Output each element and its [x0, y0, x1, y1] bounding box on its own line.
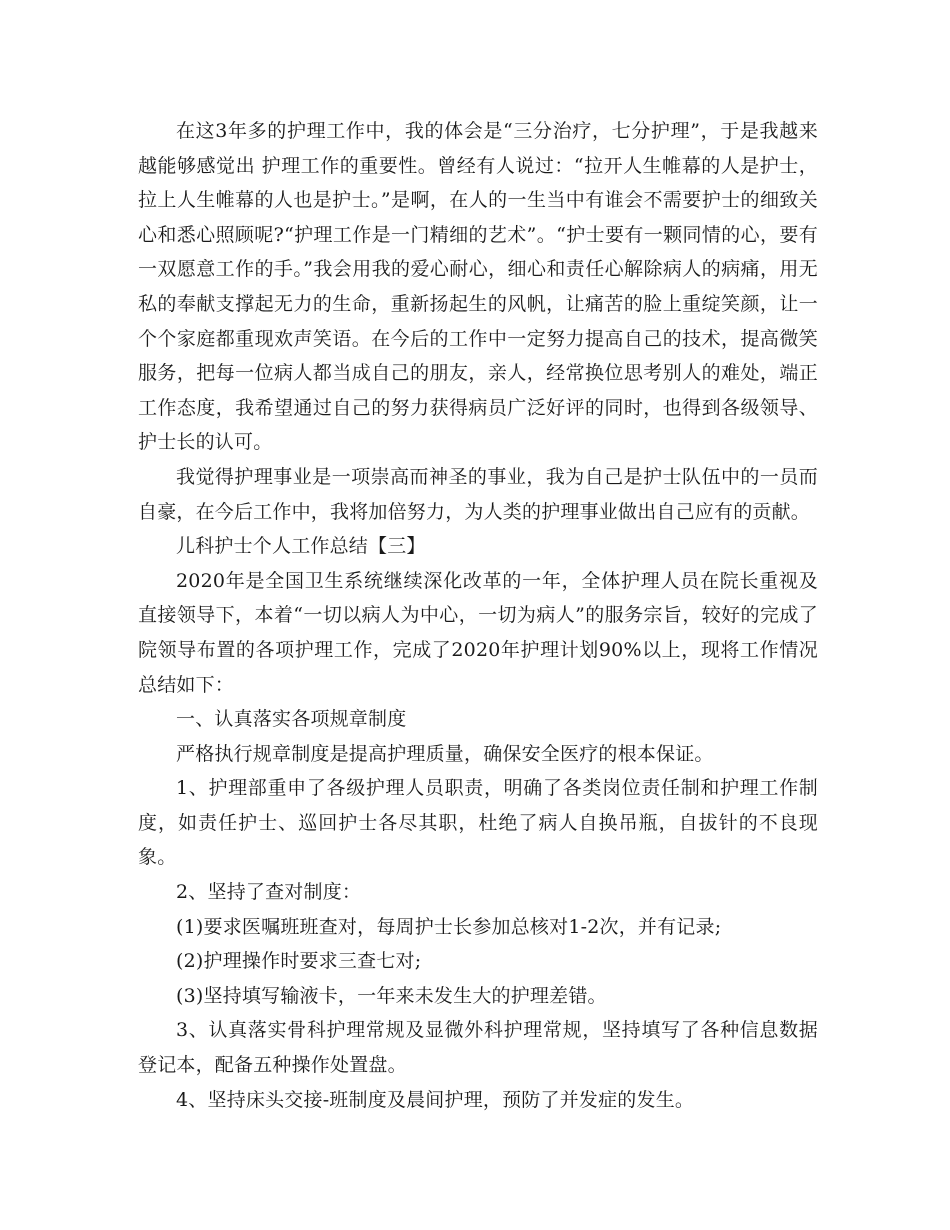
subheading-rules: 一、认真落实各项规章制度	[176, 708, 407, 731]
paragraph-2020-overview: 2020年是全国卫生系统继续深化改革的一年，全体护理人员在院长重视及直接领导下，本着“一切以病人为中心，一切为病人”的服务宗旨，较好的完成了院领导布置的各项护理工作，完成了2020年护理计划90%以上，现将工作情况总结如下：	[138, 569, 818, 696]
list-item-4: 4、坚持床头交接-班制度及晨间护理，预防了并发症的发生。	[176, 1088, 695, 1111]
list-item-3: 3、认真落实骨科护理常规及显微外科护理常规，坚持填写了各种信息数据登记本，配备五种操作处置盘。	[138, 1019, 818, 1077]
sub-item-3: (3)坚持填写输液卡，一年来未发生大的护理差错。	[176, 984, 607, 1007]
list-item-1: 1、护理部重申了各级护理人员职责，明确了各类岗位责任制和护理工作制度，如责任护士、巡回护士各尽其职，杜绝了病人自换吊瓶，自拔针的不良现象。	[138, 777, 818, 869]
paragraph-experience: 在这3年多的护理工作中，我的体会是“三分治疗，七分护理”，于是我越来越能够感觉出 护理工作的重要性。曾经有人说过：“拉开人生帷幕的人是护士，拉上人生帷幕的人也是护士。”是啊，在人的一生当中有谁会不需要护士的细致关心和悉心照顾呢?“护理工作是一门精细的艺术”。“护士要有一颗同情的心，要有一双愿意工作的手。”我会用我的爱心耐心，细心和责任心解除病人的病痛，用无私的奉献支撑起无力的生命，重新扬起生的风帆，让痛苦的脸上重绽笑颜，让一个个家庭都重现欢声笑语。在今后的工作中一定努力提高自己的技术，提高微笑服务，把每一位病人都当成自己的朋友，亲人，经常换位思考别人的难处，端正工作态度，我希望通过自己的努力获得病员广泛好评的同时，也得到各级领导、护士长的认可。	[138, 120, 818, 454]
sub-item-2: (2)护理操作时要求三查七对;	[176, 950, 422, 973]
document-page	[138, 114, 818, 1117]
list-item-2: 2、坚持了查对制度：	[176, 881, 362, 904]
paragraph-rules-importance: 严格执行规章制度是提高护理质量，确保安全医疗的根本保证。	[176, 742, 714, 765]
sub-item-1: (1)要求医嘱班班查对，每周护士长参加总核对1-2次，并有记录;	[176, 915, 722, 938]
paragraph-career-commitment: 我觉得护理事业是一项崇高而神圣的事业，我为自己是护士队伍中的一员而自豪，在今后工作中，我将加倍努力，为人类的护理事业做出自己应有的贡献。	[138, 465, 818, 523]
section-heading-summary-three: 儿科护士个人工作总结【三】	[176, 535, 426, 558]
